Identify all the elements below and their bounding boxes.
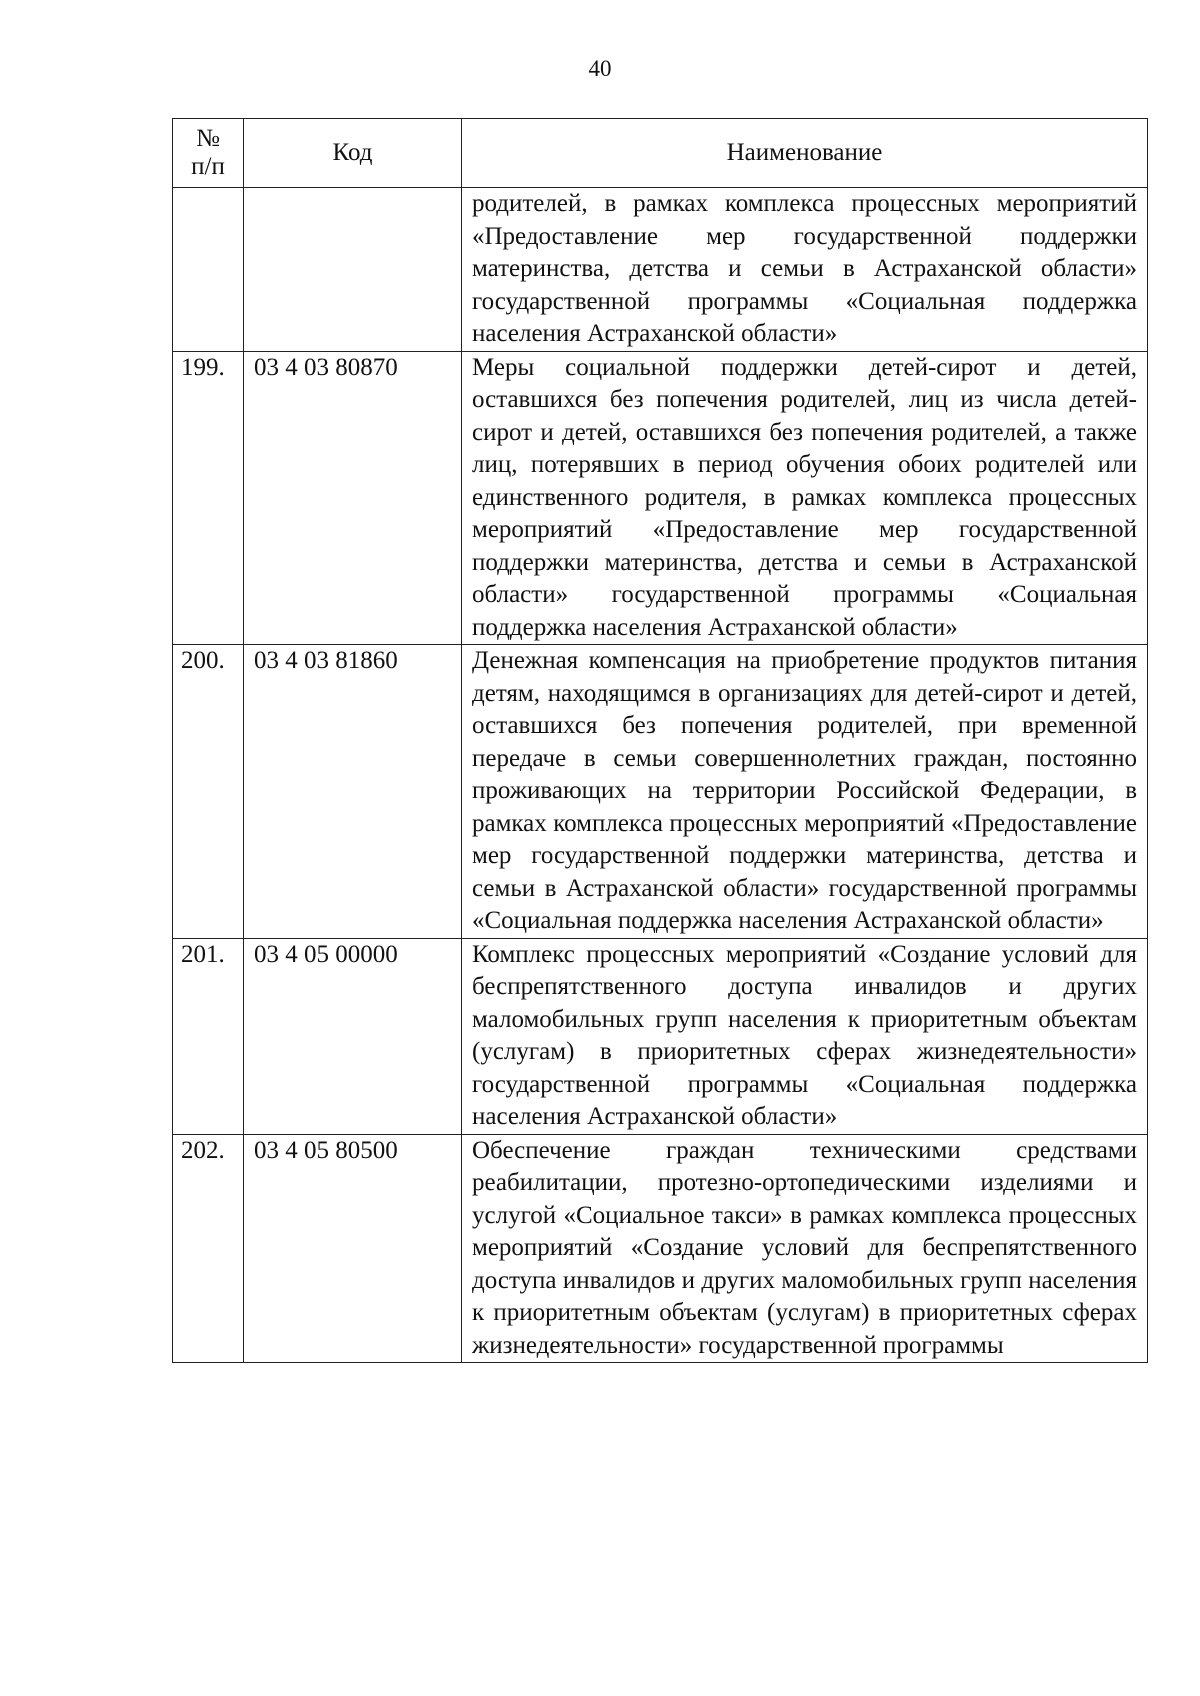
row-name: Обеспечение граждан техническими средствами реабилитации, протезно-ортопедическими изделиями и услугой «Социальное такси» в рамках комплекса процессных мероприятий «Создание условий для беспрепятственного доступа инвалидов и других маломобильных групп населения к приоритетным объектам (услугам) в приоритетных сферах жизнедеятельности» государственной программы — [462, 1134, 1148, 1363]
row-code: 03 4 05 00000 — [244, 938, 462, 1134]
header-name: Наименование — [462, 119, 1148, 188]
header-code: Код — [244, 119, 462, 188]
header-number-sign: № — [196, 125, 220, 152]
table-row — [173, 938, 1148, 1134]
row-code — [244, 188, 462, 352]
row-code: 03 4 03 80870 — [244, 351, 462, 645]
row-name: Денежная компенсация на приобретение продуктов питания детям, находящимся в организациях для детей-сирот и детей, оставшихся без попечения родителей, при временной передаче в семьи совершеннолетних граждан, постоянно проживающих на территории Российской Федерации, в рамках комплекса процессных мероприятий «Предоставление мер государственной поддержки материнства, детства и семьи в Астраханской области» государственной программы «Социальная поддержка населения Астраханской области» — [462, 645, 1148, 939]
table-row — [173, 188, 1148, 352]
row-name: родителей, в рамках комплекса процессных мероприятий «Предоставление мер государственной поддержки материнства, детства и семьи в Астраханской области» государственной программы «Социальная поддержка населения Астраханской области» — [462, 188, 1148, 352]
row-number: 200. — [173, 645, 244, 939]
table-row — [173, 1134, 1148, 1363]
row-code: 03 4 03 81860 — [244, 645, 462, 939]
row-number: 202. — [173, 1134, 244, 1363]
header-number-abbr: п/п — [191, 153, 225, 180]
table-row — [173, 645, 1148, 939]
row-number: 199. — [173, 351, 244, 645]
row-code: 03 4 05 80500 — [244, 1134, 462, 1363]
row-name: Комплекс процессных мероприятий «Создание условий для беспрепятственного доступа инвалидов и других маломобильных групп населения к приоритетным объектам (услугам) в приоритетных сферах жизнедеятельности» государственной программы «Социальная поддержка населения Астраханской области» — [462, 938, 1148, 1134]
header-number — [173, 119, 244, 188]
table-header-row — [173, 119, 1148, 188]
table-row — [173, 351, 1148, 645]
row-number — [173, 188, 244, 352]
page-number: 40 — [588, 56, 612, 81]
budget-code-table — [172, 118, 1148, 1363]
row-name: Меры социальной поддержки детей-сирот и детей, оставшихся без попечения родителей, лиц из числа детей-сирот и детей, оставшихся без попечения родителей, а также лиц, потерявших в период обучения обоих родителей или единственного родителя, в рамках комплекса процессных мероприятий «Предоставление мер государственной поддержки материнства, детства и семьи в Астраханской области» государственной программы «Социальная поддержка населения Астраханской области» — [462, 351, 1148, 645]
row-number: 201. — [173, 938, 244, 1134]
